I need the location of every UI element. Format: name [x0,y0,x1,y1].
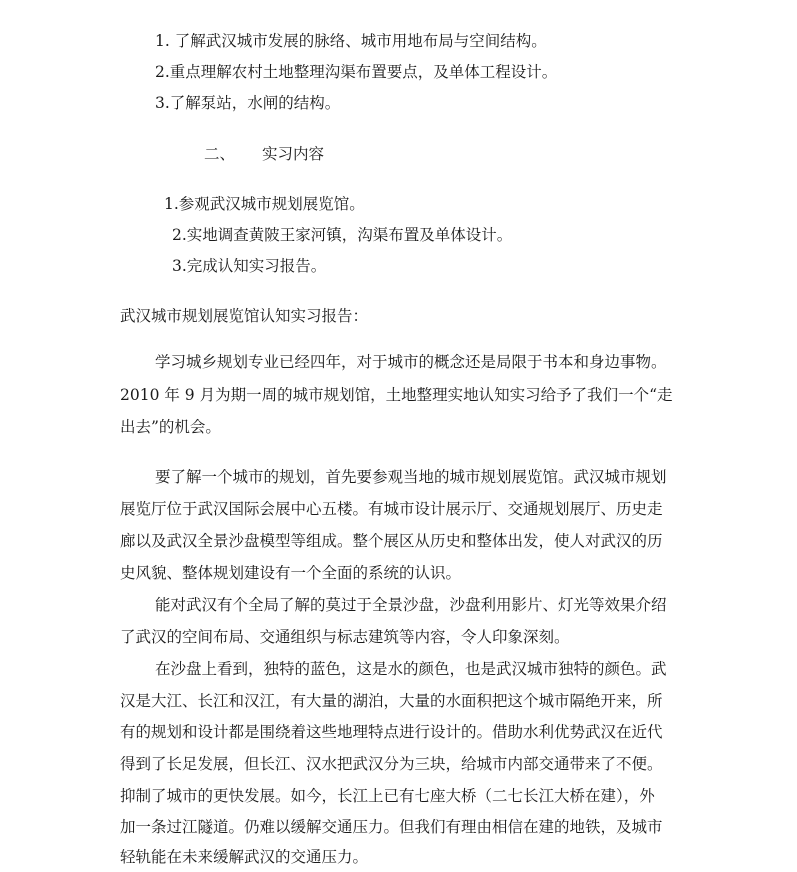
paragraph-1-line-1: 学习城乡规划专业已经四年，对于城市的概念还是局限于书本和身边事物。 [155,353,667,371]
paragraph-2-line-3: 廊以及武汉全景沙盘模型等组成。整个展区从历史和整体出发，使人对武汉的历 [120,532,663,550]
section-heading-number: 二、 [204,145,236,163]
objective-item-1: 1. 了解武汉城市发展的脉络、城市用地布局与空间结构。 [155,32,547,50]
paragraph-4-line-2: 汉是大江、长江和汉江，有大量的湖泊，大量的水面积把这个城市隔绝开来，所 [120,692,663,710]
objective-item-3: 3.了解泵站，水闸的结构。 [155,94,341,112]
section-heading-title: 实习内容 [262,145,325,163]
paragraph-4-line-5: 抑制了城市的更快发展。如今，长江上已有七座大桥（二七长江大桥在建），外 [120,787,655,805]
paragraph-1-line-3: 出去”的机会。 [120,418,221,436]
paragraph-4-line-4: 得到了长足发展，但长江、汉水把武汉分为三块，给城市内部交通带来了不便。 [120,755,663,773]
objective-item-2: 2.重点理解农村土地整理沟渠布置要点，及单体工程设计。 [155,63,558,81]
paragraph-4-line-1: 在沙盘上看到，独特的蓝色，这是水的颜色，也是武汉城市独特的颜色。武 [155,660,667,678]
report-title: 武汉城市规划展览馆认知实习报告： [120,307,369,325]
content-item-2: 2.实地调查黄陂王家河镇，沟渠布置及单体设计。 [172,226,513,244]
paragraph-3-line-1: 能对武汉有个全局了解的莫过于全景沙盘，沙盘利用影片、灯光等效果介绍 [155,596,667,614]
paragraph-3-line-2: 了武汉的空间布局、交通组织与标志建筑等内容，令人印象深刻。 [120,628,570,646]
content-item-3: 3.完成认知实习报告。 [172,257,327,275]
paragraph-4-line-7: 轻轨能在未来缓解武汉的交通压力。 [120,848,369,866]
paragraph-2-line-1: 要了解一个城市的规划，首先要参观当地的城市规划展览馆。武汉城市规划 [155,468,667,486]
paragraph-1-line-2: 2010 年 9 月为期一周的城市规划馆，土地整理实地认知实习给予了我们一个“走 [120,386,673,404]
paragraph-4-line-3: 有的规划和设计都是围绕着这些地理特点进行设计的。借助水利优势武汉在近代 [120,723,663,741]
content-item-1: 1.参观武汉城市规划展览馆。 [164,195,365,213]
paragraph-4-line-6: 加一条过江隧道。仍难以缓解交通压力。但我们有理由相信在建的地铁，及城市 [120,818,663,836]
paragraph-2-line-4: 史风貌、整体规划建设有一个全面的系统的认识。 [120,564,462,582]
paragraph-2-line-2: 展览厅位于武汉国际会展中心五楼。有城市设计展示厅、交通规划展厅、历史走 [120,500,663,518]
